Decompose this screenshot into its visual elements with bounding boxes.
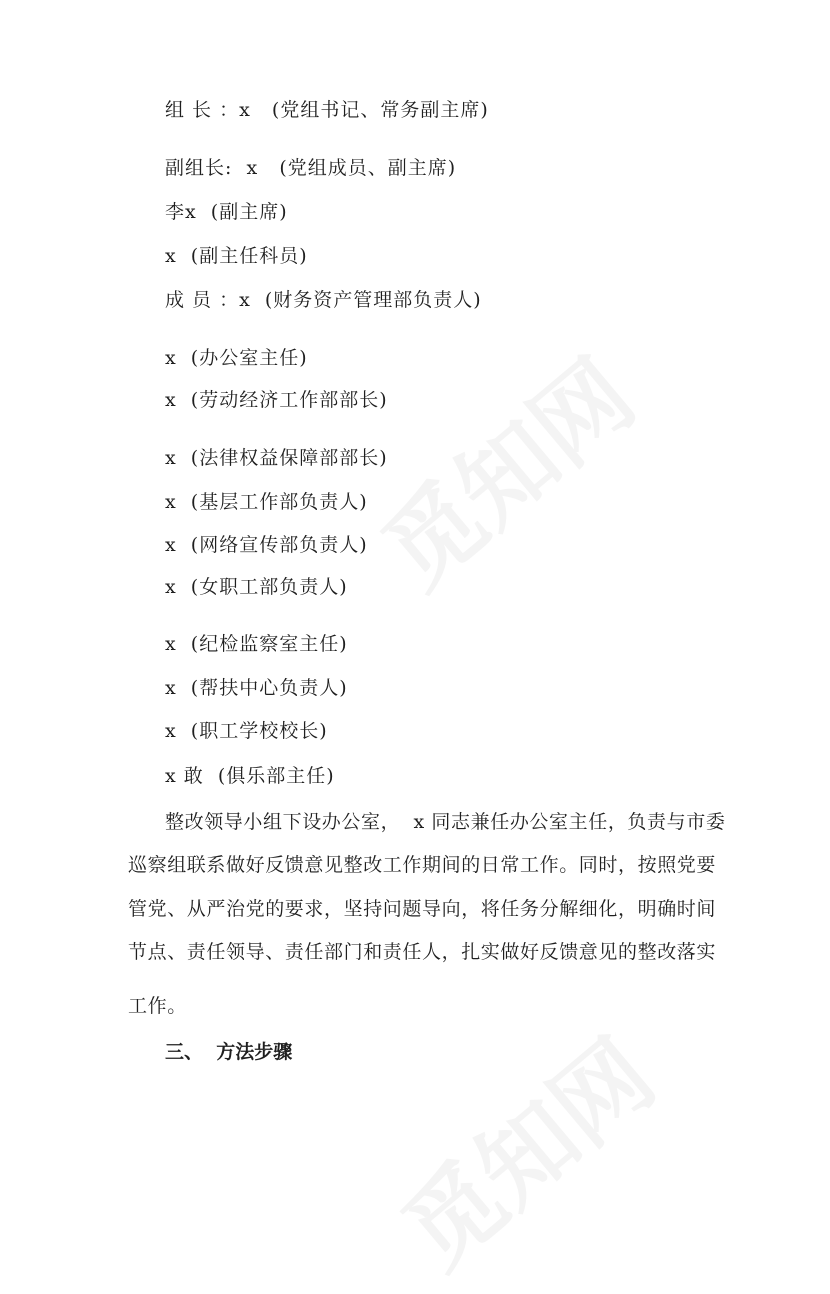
paragraph-line: 工作。: [128, 995, 187, 1017]
roster-member: x (网络宣传部负责人): [165, 534, 368, 556]
roster-member-head: 成 员 ：x (财务资产管理部负责人): [165, 289, 482, 311]
paragraph-line: 节点、责任领导、责任部门和责任人，扎实做好反馈意见的整改落实: [128, 941, 717, 963]
section-heading: 三、 方法步骤: [165, 1041, 293, 1063]
roster-member: x (女职工部负责人): [165, 576, 348, 598]
roster-member: x (办公室主任): [165, 347, 308, 369]
roster-deputy-2: 李x (副主席): [165, 201, 288, 223]
roster-member: x (纪检监察室主任): [165, 633, 348, 655]
watermark-bottom: [370, 1003, 679, 1293]
paragraph-line: 整改领导小组下设办公室， x 同志兼任办公室主任，负责与市委: [165, 811, 726, 833]
roster-deputy-3: x (副主任科员): [165, 245, 308, 267]
roster-member: x (劳动经济工作部部长): [165, 389, 388, 411]
watermark: [350, 323, 659, 613]
roster-member: x 敢 (俱乐部主任): [165, 765, 335, 787]
roster-leader: 组 长 ：x (党组书记、常务副主席): [165, 99, 489, 121]
paragraph-line: 管党、从严治党的要求，坚持问题导向，将任务分解细化，明确时间: [128, 898, 717, 920]
roster-deputy-leader: 副组长: x (党组成员、副主席): [165, 157, 457, 179]
roster-member: x (法律权益保障部部长): [165, 447, 388, 469]
roster-member: x (帮扶中心负责人): [165, 677, 348, 699]
roster-member: x (基层工作部负责人): [165, 491, 368, 513]
roster-member: x (职工学校校长): [165, 720, 328, 742]
paragraph-line: 巡察组联系做好反馈意见整改工作期间的日常工作。同时，按照党要: [128, 854, 717, 876]
